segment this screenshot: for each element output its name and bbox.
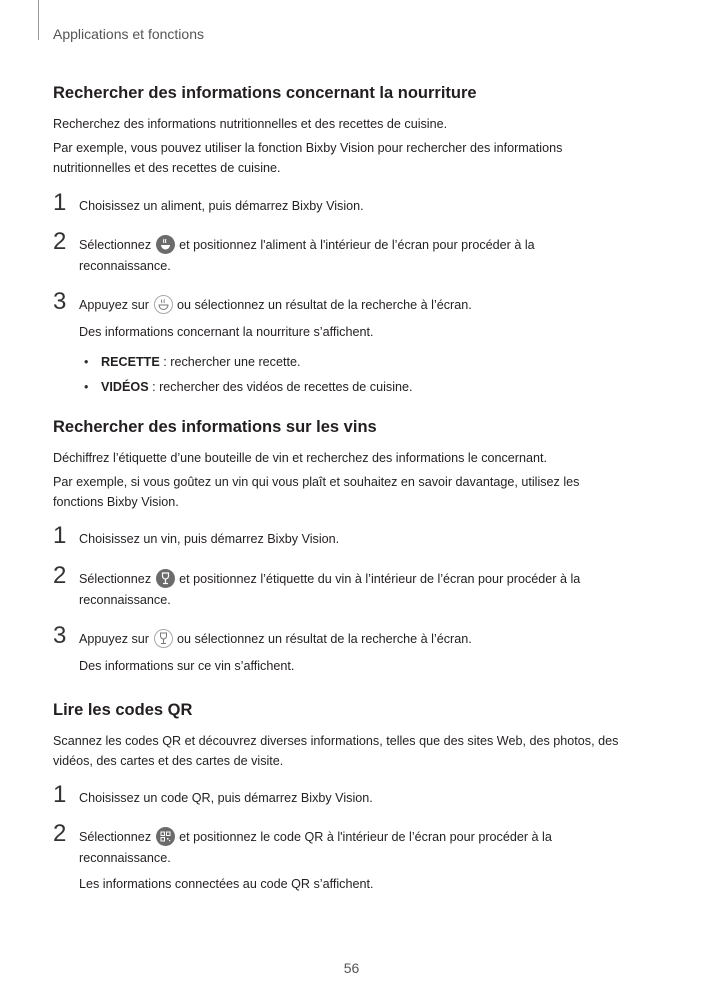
wine-result-icon[interactable] [154, 629, 173, 648]
step-number: 3 [53, 288, 67, 315]
page-header: Applications et fonctions [53, 26, 204, 42]
food-mode-icon[interactable] [156, 235, 175, 254]
wine-intro-1: Déchiffrez l’étiquette d’une bouteille de vin et recherchez des informations le concernant. [53, 451, 548, 465]
food-intro-1: Recherchez des informations nutritionnelles et des recettes de cuisine. [53, 117, 448, 131]
wine-step-3-result: Des informations sur ce vin s’affichent. [79, 659, 295, 673]
step-number: 3 [53, 622, 67, 649]
wine-intro-2: Par exemple, si vous goûtez un vin qui vous plaît et souhaitez en savoir davantage, utilisez les fonctions Bixby Vision. [53, 475, 580, 509]
step-number: 2 [53, 228, 67, 255]
section-title-food: Rechercher des informations concernant la nourriture [53, 84, 477, 102]
section-title-wine: Rechercher des informations sur les vins [53, 418, 377, 436]
step-number: 1 [53, 781, 67, 808]
page-number: 56 [343, 960, 360, 976]
step-number: 1 [53, 522, 67, 549]
food-intro-2: Par exemple, vous pouvez utiliser la fonction Bixby Vision pour rechercher des informations nutritionnelles et des recettes de cuisine. [53, 141, 563, 175]
section-title-qr: Lire les codes QR [53, 701, 193, 719]
wine-mode-icon[interactable] [156, 569, 175, 588]
step-number: 2 [53, 562, 67, 589]
qr-intro: Scannez les codes QR et découvrez diverses informations, telles que des sites Web, des photos, des vidéos, des cartes et des cartes de visite. [53, 734, 619, 768]
food-result-icon[interactable] [154, 295, 173, 314]
qr-mode-icon[interactable] [156, 827, 175, 846]
header-rule [38, 0, 39, 40]
qr-step-2-result: Les informations connectées au code QR s’affichent. [79, 877, 374, 891]
food-step-3-result: Des informations concernant la nourriture s’affichent. [79, 325, 374, 339]
step-number: 2 [53, 820, 67, 847]
step-number: 1 [53, 189, 67, 216]
